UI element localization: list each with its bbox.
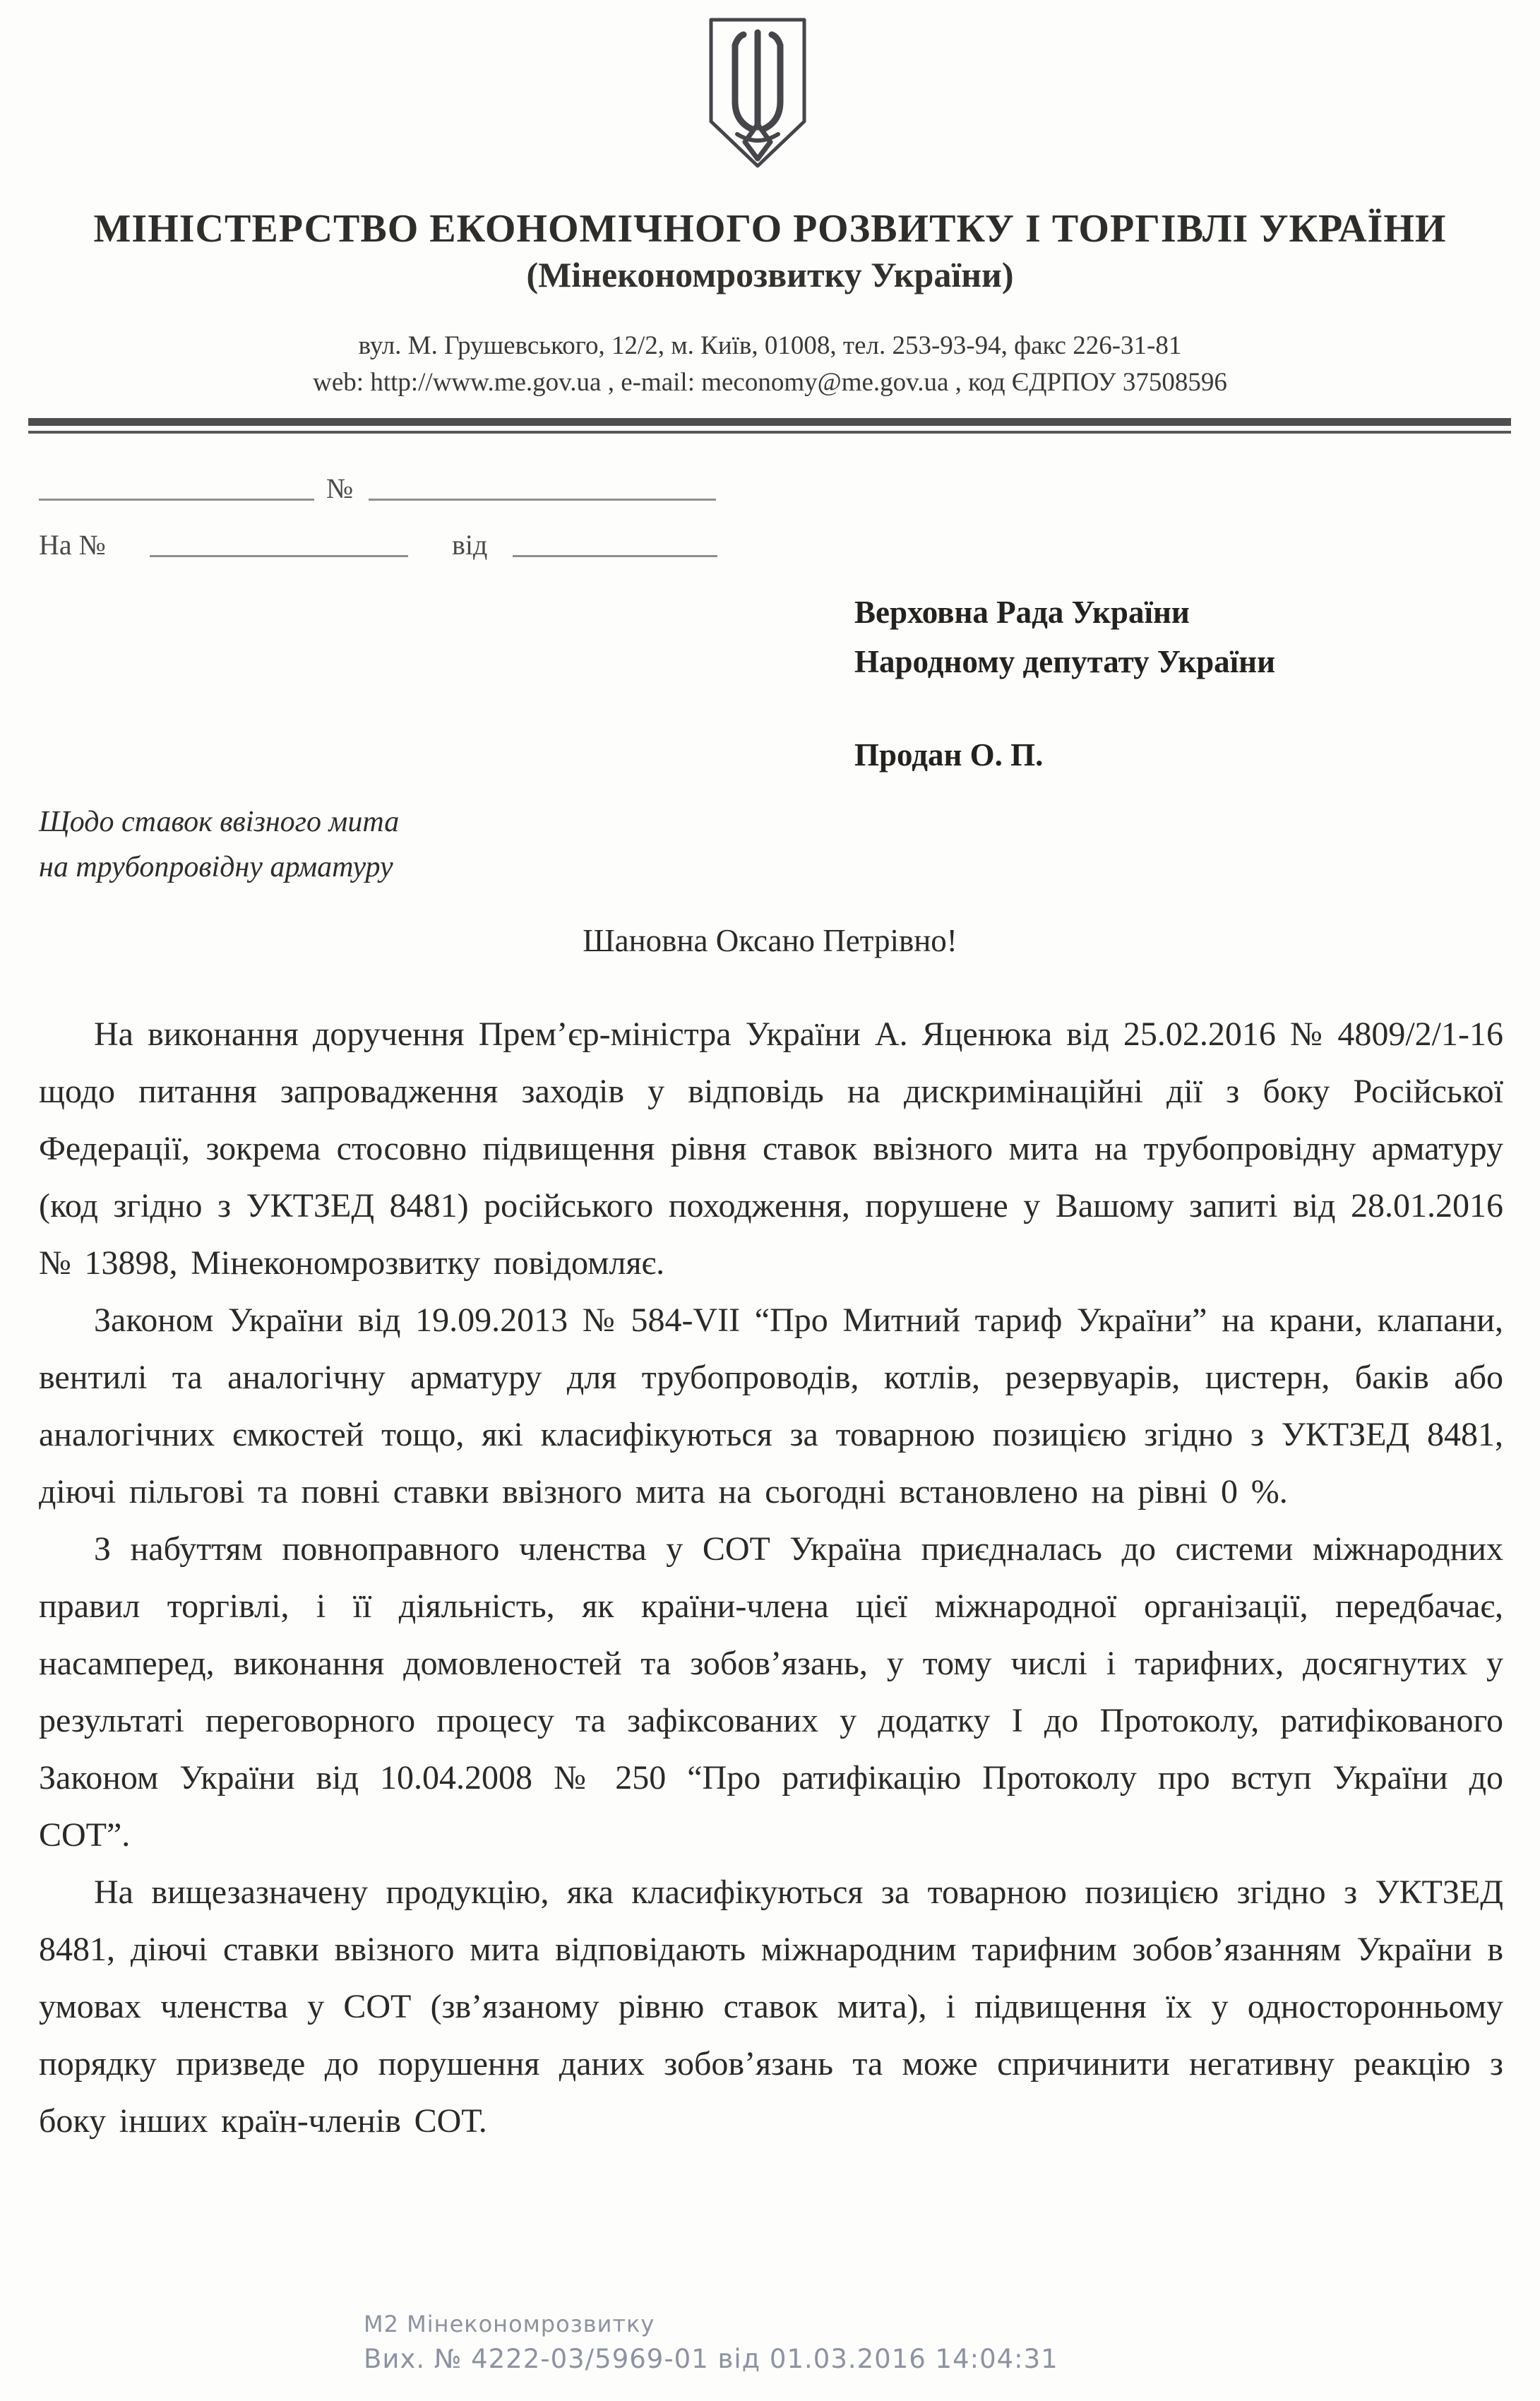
body-paragraph: На вищезазначену продукцію, яка класифікуються за товарною позицією згідно з УКТЗЕД 8481, діючі ставки ввізного мита відповідають міжнародним тарифним зобов’язанням України в умовах членства у СОТ (зв’язаному рівню ставок мита), і підвищення їх у односторонньому порядку призведе до порушення даних зобов’язань та може спричинити негативну реакцію з боку інших країн-членів СОТ. [39, 1873, 1503, 2140]
header-divider-thick [28, 418, 1511, 426]
salutation: Шановна Оксано Петрівно! [583, 923, 957, 958]
body-paragraph: З набуттям повноправного членства у СОТ Україна приєдналась до системи міжнародних правил торгівлі, і її діяльність, як країни-члена цієї міжнародної організації, передбачає, насамперед, виконання домовленостей та зобов’язань, у тому числі і тарифних, досягнутих у результаті переговорного процесу та зафіксованих у додатку І до Протоколу, ратифікованого Законом України від 10.04.2008 № 250 “Про ратифікацію Протоколу про вступ України до СОТ”. [39, 1530, 1503, 1854]
ministry-address-line: вул. М. Грушевського, 12/2, м. Київ, 01008, тел. 253-93-94, факс 226-31-81 [358, 331, 1182, 360]
subject-line: на трубопровідну арматуру [39, 851, 393, 883]
letter-body [39, 1006, 1503, 2150]
number-sign-label: № [326, 472, 354, 504]
reply-to-number-label: На № [39, 529, 106, 561]
recipient-name: Продан О. П. [854, 737, 1044, 773]
reply-date-blank [513, 527, 717, 557]
outgoing-reference-number: Вих. № 4222-03/5969-01 від 01.03.2016 14:04:31 [364, 2344, 1058, 2374]
subject-line: Щодо ставок ввізного мита [39, 806, 400, 838]
recipient-block [854, 588, 1511, 780]
header-divider-thin [28, 431, 1511, 434]
body-paragraph: Законом України від 19.09.2013 № 584-VII “Про Митний тариф України” на крани, клапани, вентилі та аналогічну арматуру для трубопроводів, котлів, резервуарів, цистерн, баків або аналогічних ємкостей тощо, які класифікуються за товарною позицією згідно з УКТЗЕД 8481, діючі пільгові та повні ставки ввізного мита на сьогодні встановлено на рівні 0 %. [39, 1301, 1503, 1511]
reply-number-blank [150, 527, 408, 557]
outgoing-number-blank [369, 470, 716, 501]
registration-stamp [364, 2308, 1282, 2378]
ministry-short-name: (Мінекономрозвитку України) [526, 255, 1014, 294]
recipient-title: Народному депутату України [854, 644, 1276, 679]
registration-system-label: М2 Мінекономрозвитку [364, 2311, 655, 2337]
recipient-institution: Верховна Рада України [854, 595, 1190, 630]
ministry-contact-line: web: http://www.me.gov.ua , e-mail: meconomy@me.gov.ua , код ЄДРПОУ 37508596 [313, 368, 1227, 397]
ministry-name: МІНІСТЕРСТВО ЕКОНОМІЧНОГО РОЗВИТКУ І ТОРГІВЛІ УКРАЇНИ [93, 207, 1447, 251]
subject-block [39, 799, 533, 890]
body-paragraph: На виконання доручення Прем’єр-міністра України А. Яценюка від 25.02.2016 № 4809/2/1-16 щодо питання запровадження заходів у відповідь на дискримінаційні дії з боку Російської Федерації, зокрема стосовно підвищення рівня ставок ввізного мита на трубопровідну арматуру (код згідно з УКТЗЕД 8481) російського походження, порушене у Вашому запиті від 28.01.2016 № 13898, Мінекономрозвитку повідомляє. [39, 1015, 1503, 1282]
outgoing-date-blank [39, 470, 314, 501]
reply-date-label: від [452, 529, 488, 561]
ukraine-trident-emblem [705, 16, 811, 171]
